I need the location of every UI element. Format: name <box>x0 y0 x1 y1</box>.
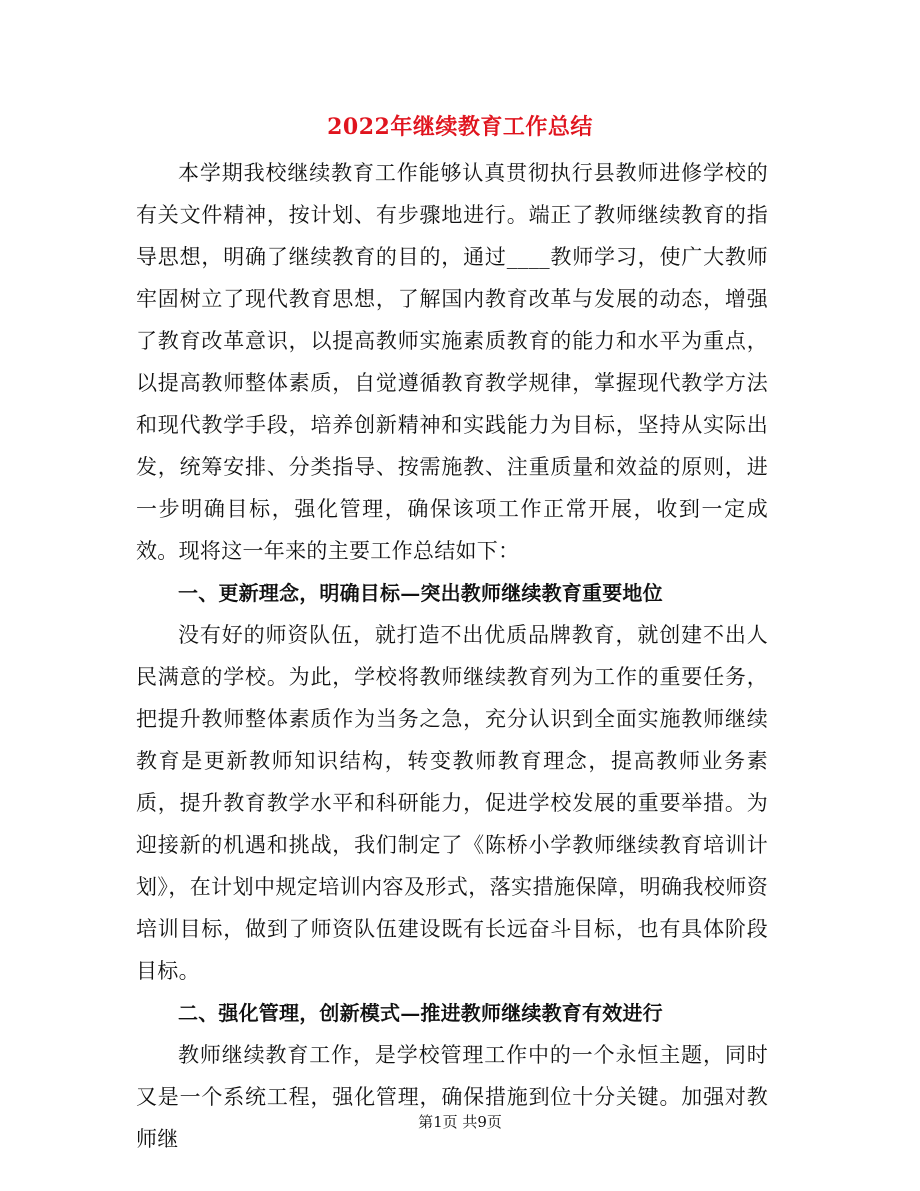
section-1-paragraph: 没有好的师资队伍，就打造不出优质品牌教育，就创建不出人民满意的学校。为此，学校将教师继续教育列为工作的重要任务，把提升教师整体素质作为当务之急，充分认识到全面实施教师继续教育是更新教师知识结构，转变教师教育理念，提高教师业务素质，提升教育教学水平和科研能力，促进学校发展的重要举措。为迎接新的机遇和挑战，我们制定了《陈桥小学教师继续教育培训计划》，在计划中规定培训内容及形式，落实措施保障，明确我校师资培训目标，做到了师资队伍建设既有长远奋斗目标，也有具体阶段目标。 <box>136 623 768 983</box>
section-heading-1: 一、更新理念，明确目标—突出教师继续教育重要地位 <box>178 581 663 605</box>
section-heading-2: 二、强化管理，创新模式—推进教师继续教育有效进行 <box>178 1001 663 1025</box>
page-number-footer: 第1页 共9页 <box>418 1113 502 1131</box>
document-title: 2022年继续教育工作总结 <box>327 114 593 140</box>
document-body <box>136 152 768 1160</box>
intro-paragraph: 本学期我校继续教育工作能够认真贯彻执行县教师进修学校的有关文件精神，按计划、有步骤地进行。端正了教师继续教育的指导思想，明确了继续教育的目的，通过____教师学习，使广大教师牢固树立了现代教育思想，了解国内教育改革与发展的动态，增强了教育改革意识，以提高教师实施素质教育的能力和水平为重点，以提高教师整体素质，自觉遵循教育教学规律，掌握现代教学方法和现代教学手段，培养创新精神和实践能力为目标，坚持从实际出发，统筹安排、分类指导、按需施教、注重质量和效益的原则，进一步明确目标，强化管理，确保该项工作正常开展，收到一定成效。现将这一年来的主要工作总结如下： <box>136 161 768 563</box>
section-2-paragraph: 教师继续教育工作，是学校管理工作中的一个永恒主题，同时又是一个系统工程，强化管理，确保措施到位十分关键。加强对教师继 <box>136 1043 768 1151</box>
